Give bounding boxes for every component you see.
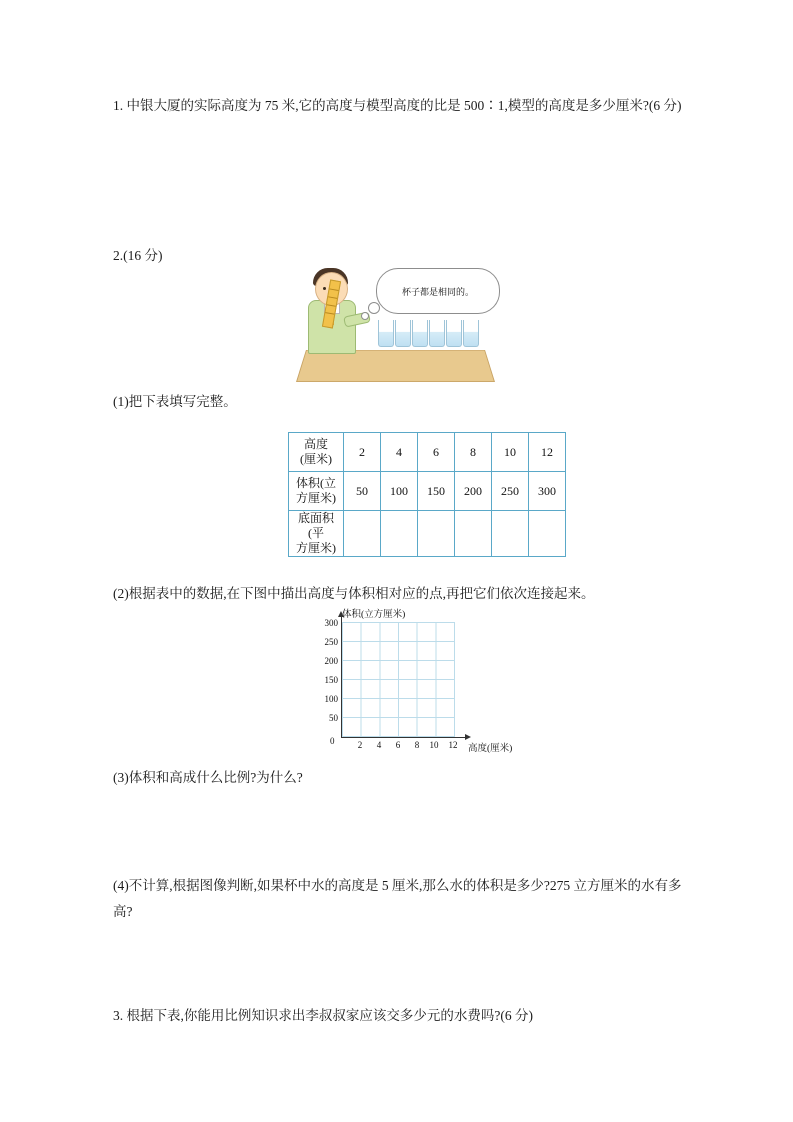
y-tick-100: 100 [324,694,338,704]
volume-value-3: 150 [418,472,455,511]
height-value-2: 4 [381,433,418,472]
x-tick-6: 6 [395,740,401,750]
question-2-2-text: (2)根据表中的数据,在下图中描出高度与体积相对应的点,再把它们依次连接起来。 [113,586,595,601]
question-2-text: 2.(16 分) [113,248,163,263]
y-axis-arrow-icon [338,611,344,617]
row-label-base-area-line3: 方厘米) [296,541,336,555]
desk-shape [296,350,495,382]
glass-3 [412,320,428,347]
graph-x-axis-title: 高度(厘米) [468,744,513,754]
height-value-1: 2 [344,433,381,472]
speech-bubble-text: 杯子都是相同的。 [401,286,474,297]
volume-value-4: 200 [455,472,492,511]
graph-gridlines [342,622,455,737]
coordinate-graph [300,606,513,756]
y-tick-200: 200 [324,656,338,666]
table-row [289,511,566,557]
graph-x-axis [341,737,467,738]
x-tick-2: 2 [357,740,363,750]
speech-bubble-tail-large [368,302,380,314]
base-area-blank-3[interactable] [418,511,455,557]
base-area-blank-5[interactable] [492,511,529,557]
x-tick-10: 10 [429,740,439,750]
illustration-boy-with-glasses [288,262,503,384]
graph-origin-label: 0 [330,736,335,746]
y-tick-50: 50 [329,713,338,723]
row-label-base-area-line2: (平 [308,526,324,540]
graph-y-axis-title: 体积(立方厘米) [342,610,406,620]
data-table [288,432,566,557]
y-tick-250: 250 [324,637,338,647]
row-label-height-line2: (厘米) [300,452,332,466]
question-2-1-text: (1)把下表填写完整。 [113,394,237,409]
base-area-blank-6[interactable] [529,511,566,557]
volume-value-2: 100 [381,472,418,511]
height-value-5: 10 [492,433,529,472]
x-tick-12: 12 [448,740,458,750]
question-1-text: 1. 中银大厦的实际高度为 75 米,它的高度与模型高度的比是 500∶1,模型的高度是多少厘米?(6 分) [113,98,682,113]
y-tick-150: 150 [324,675,338,685]
row-label-base-area-line1: 底面积 [297,511,334,525]
volume-value-1: 50 [344,472,381,511]
base-area-blank-1[interactable] [344,511,381,557]
question-2-3-text: (3)体积和高成什么比例?为什么? [113,770,303,785]
row-label-volume-line1: 体积(立 [296,476,336,490]
glass-5 [446,320,462,347]
glass-1 [378,320,394,347]
height-value-3: 6 [418,433,455,472]
boy-eye-left [323,287,326,290]
height-value-6: 12 [529,433,566,472]
glass-2 [395,320,411,347]
row-label-base-area [289,511,344,557]
row-label-volume [289,472,344,511]
table-row [289,472,566,511]
y-tick-300: 300 [324,618,338,628]
table-row [289,433,566,472]
glass-6 [463,320,479,347]
speech-bubble-tail-small [361,312,369,320]
question-3-text: 3. 根据下表,你能用比例知识求出李叔叔家应该交多少元的水费吗?(6 分) [113,1008,533,1023]
base-area-blank-2[interactable] [381,511,418,557]
glass-4 [429,320,445,347]
graph-y-axis [341,616,342,738]
volume-value-5: 250 [492,472,529,511]
question-2-4-text: (4)不计算,根据图像判断,如果杯中水的高度是 5 厘米,那么水的体积是多少?275 立方厘米的水有多高? [113,878,682,919]
row-label-height [289,433,344,472]
height-value-4: 8 [455,433,492,472]
x-tick-8: 8 [414,740,420,750]
row-label-volume-line2: 方厘米) [296,491,336,505]
volume-value-6: 300 [529,472,566,511]
x-tick-4: 4 [376,740,382,750]
base-area-blank-4[interactable] [455,511,492,557]
speech-bubble [376,268,500,314]
row-label-height-line1: 高度 [303,437,328,451]
